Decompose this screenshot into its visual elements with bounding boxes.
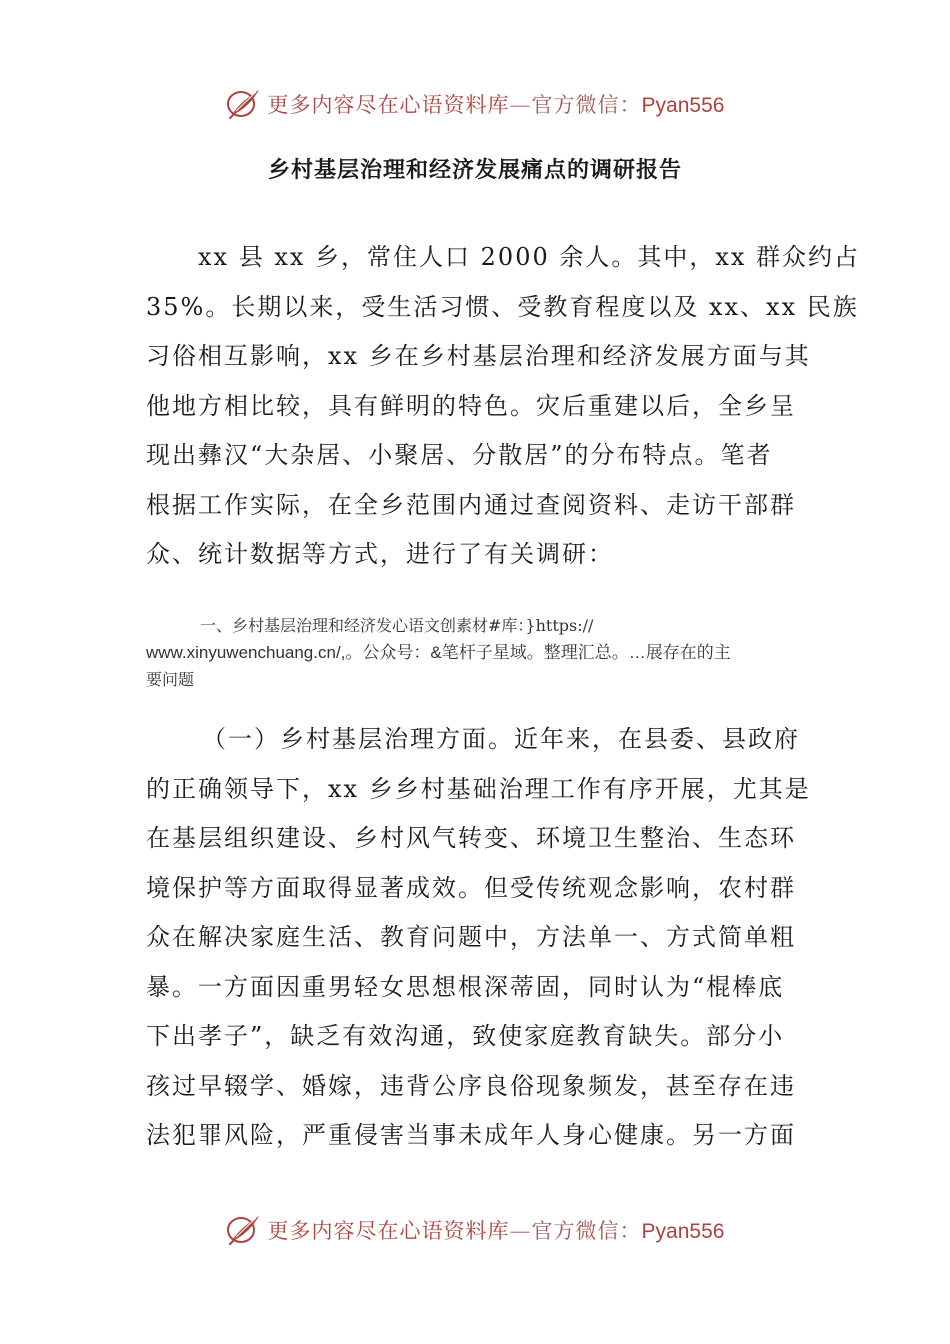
intro-paragraph xyxy=(146,233,861,580)
text-line: 暴。一方面因重男轻女思想根深蒂固，同时认为“棍棒底 xyxy=(146,972,785,1001)
text-line: 众在解决家庭生活、教育问题中，方法单一、方式简单粗 xyxy=(146,923,796,951)
text-line: 孩过早辍学、婚嫁，违背公序良俗现象频发，甚至存在违 xyxy=(146,1071,796,1100)
header-banner xyxy=(0,84,950,124)
text-line: 35%。长期以来，受生活习惯、受教育程度以及 xx、xx 民族 xyxy=(146,292,859,321)
text-line: 的正确领导下，xx 乡乡村基础治理工作有序开展，尤其是 xyxy=(146,774,811,803)
heading-line: 要问题 xyxy=(146,670,195,689)
footer-banner xyxy=(0,1210,950,1250)
document-title: 乡村基层治理和经济发展痛点的调研报告 xyxy=(267,158,682,183)
footer-banner-text: 更多内容尽在心语资料库—官方微信：Pyan556 xyxy=(267,1219,725,1243)
text-line: 法犯罪风险，严重侵害当事未成年人身心健康。另一方面 xyxy=(146,1121,796,1149)
text-line: xx 县 xx 乡，常住人口 2000 余人。其中，xx 群众约占 xyxy=(198,243,861,271)
text-line: 在基层组织建设、乡村风气转变、环境卫生整治、生态环 xyxy=(146,824,796,852)
text-line: 下出孝子”，缺乏有效沟通，致使家庭教育缺失。部分小 xyxy=(146,1022,785,1050)
text-line: 现出彝汉“大杂居、小聚居、分散居”的分布特点。笔者 xyxy=(146,441,773,469)
section1-paragraph xyxy=(146,715,811,1161)
text-line: 众、统计数据等方式，进行了有关调研： xyxy=(146,540,614,568)
text-line: 境保护等方面取得显著成效。但受传统观念影响，农村群 xyxy=(146,873,796,902)
header-banner-text: 更多内容尽在心语资料库—官方微信：Pyan556 xyxy=(267,93,725,117)
feather-pen-logo-icon xyxy=(226,1212,262,1248)
feather-pen-logo-icon xyxy=(226,86,262,122)
heading-line: www.xinyuwenchuang.cn/,。公众号：&笔杆子星域。整理汇总。…展存在的主 xyxy=(146,643,731,662)
text-line: （一）乡村基层治理方面。近年来，在县委、县政府 xyxy=(202,725,800,753)
text-line: 他地方相比较，具有鲜明的特色。灾后重建以后，全乡呈 xyxy=(146,391,796,420)
text-line: 根据工作实际，在全乡范围内通过查阅资料、走访干部群 xyxy=(146,490,796,519)
section-heading xyxy=(146,612,806,693)
text-line: 习俗相互影响，xx 乡在乡村基层治理和经济发展方面与其 xyxy=(146,342,811,370)
heading-line: 一、乡村基层治理和经济发心语文创素材#库：}https:// xyxy=(200,616,594,635)
